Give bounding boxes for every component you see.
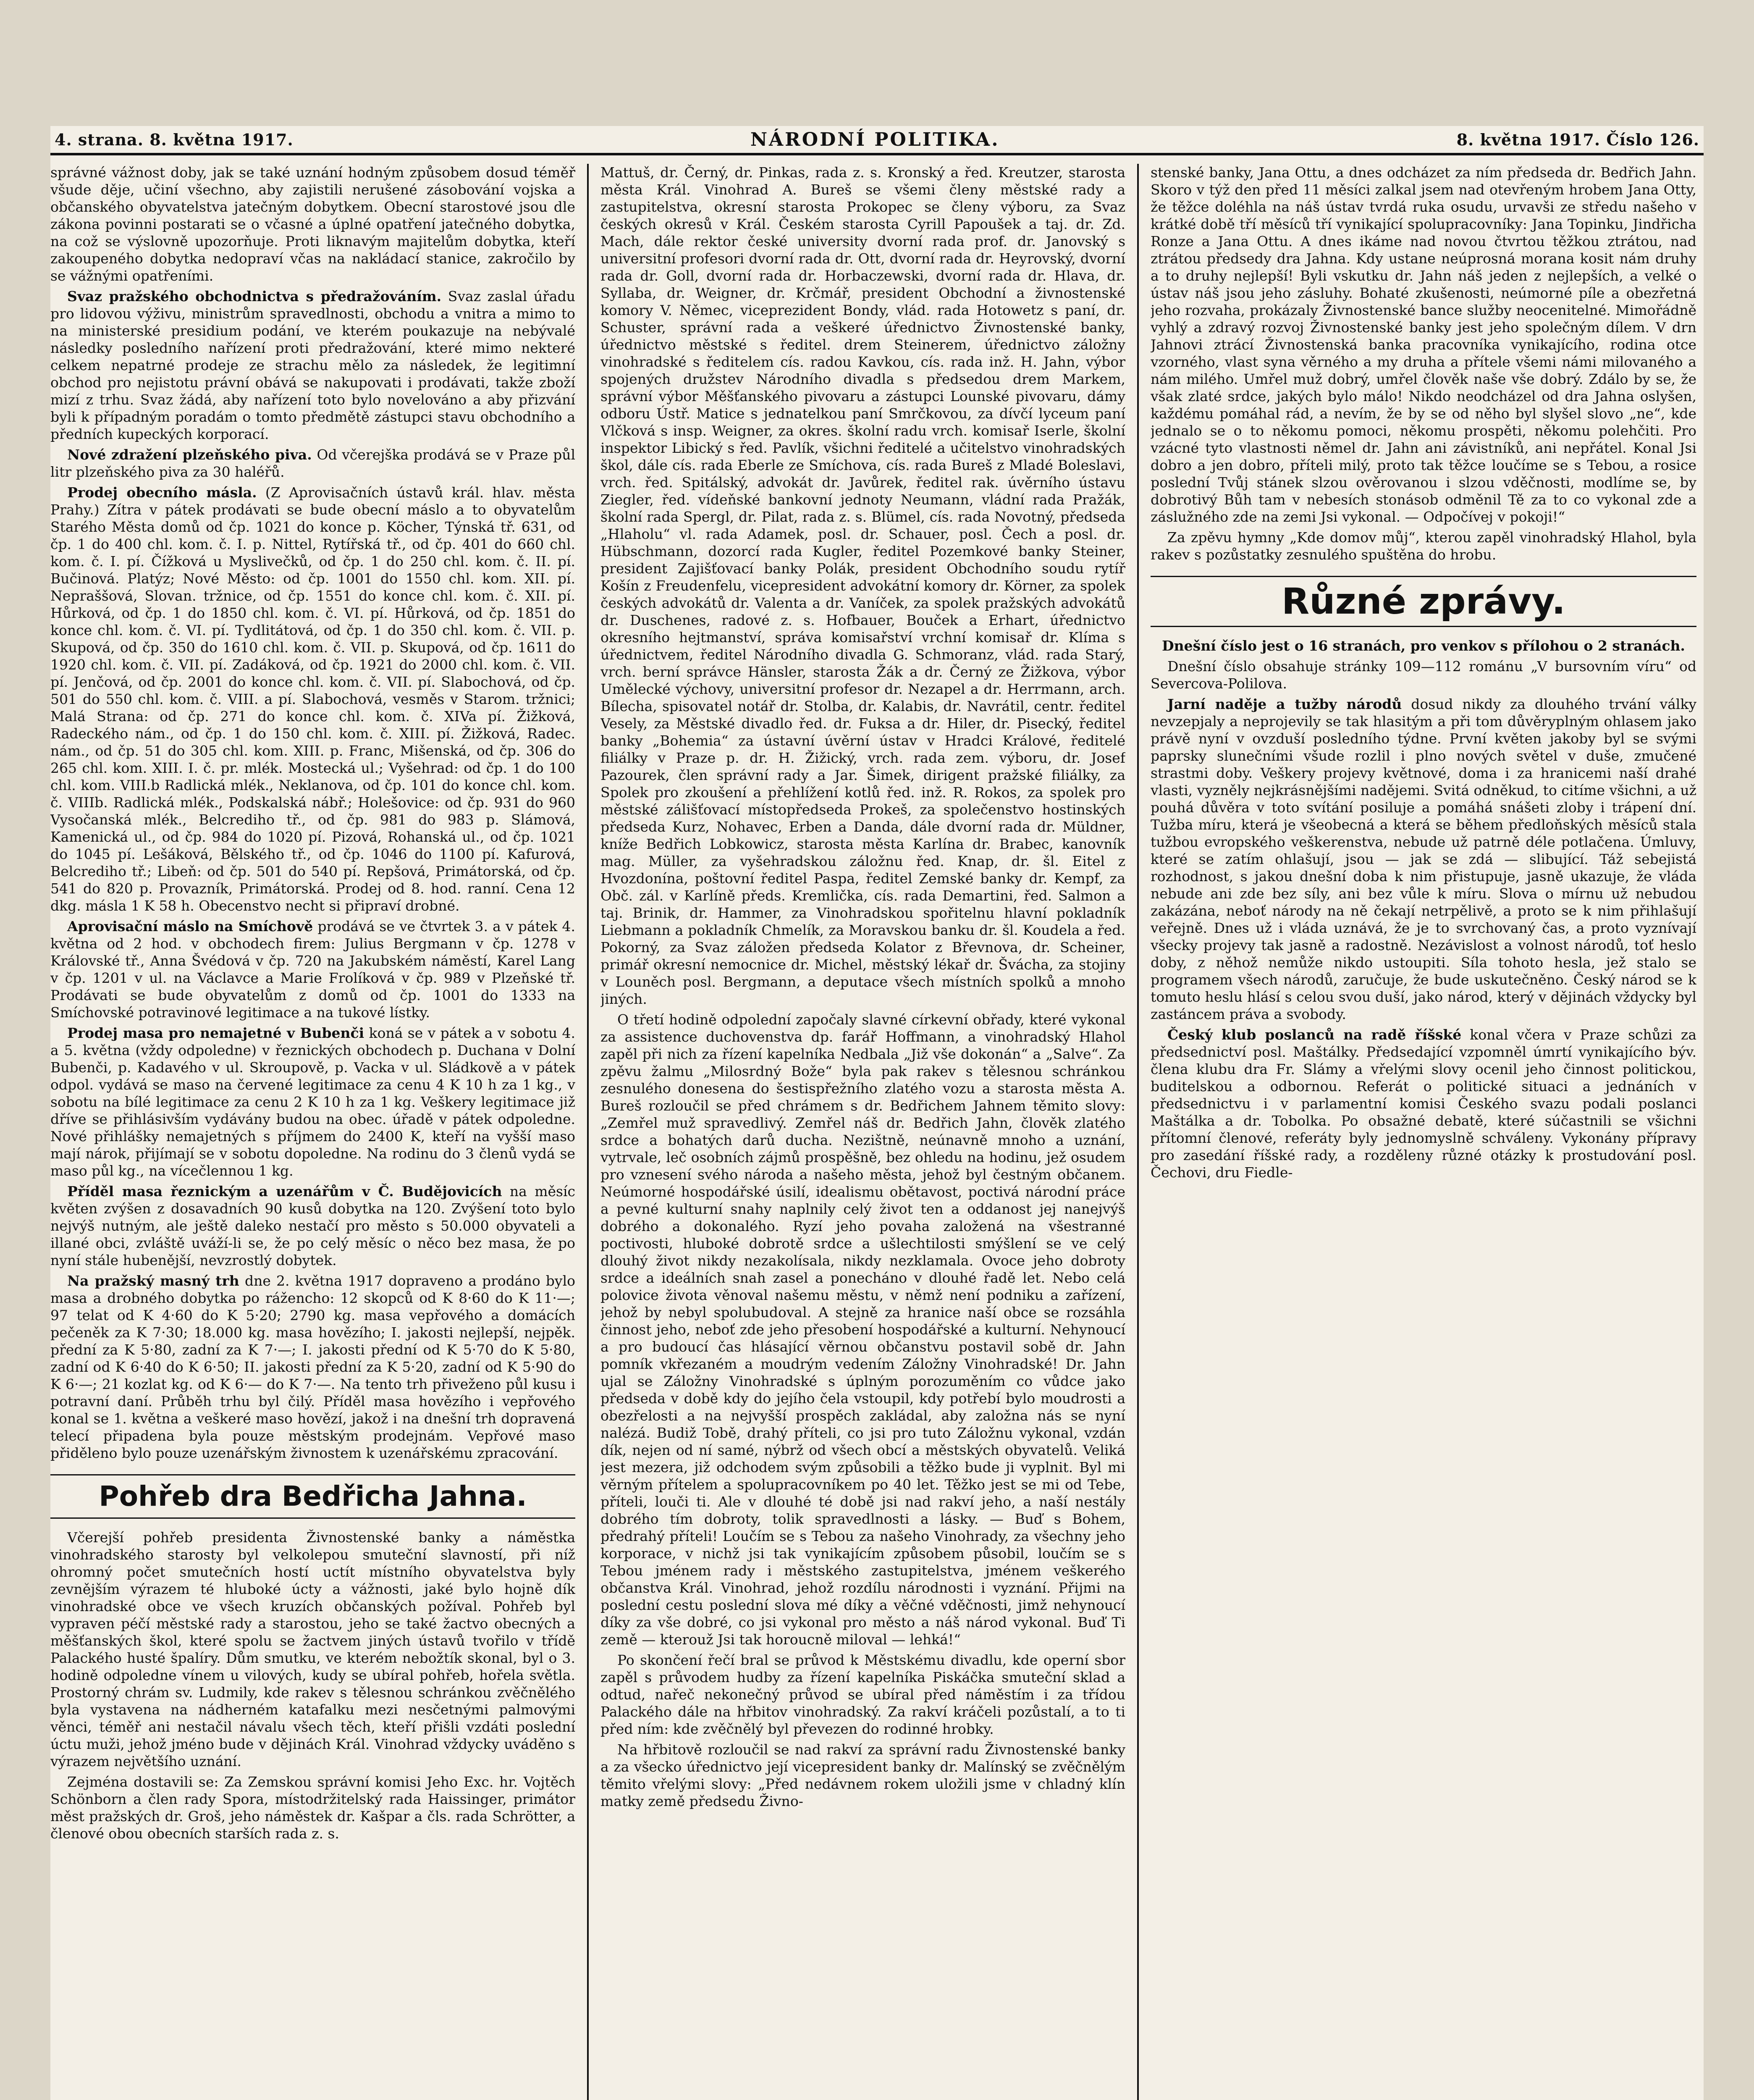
article-paragraph: Na hřbitově rozloučil se nad rakví za správní radu Živnostenské banky a za všecko úřednictvo její vicepresident banky dr. Malínský se zvěčnělým těmito vřelými slovy: „Před nedávnem rokem uložili jsme v chladný klín matky země předsedu Živno- bbox=[600, 1741, 1125, 1809]
paragraph-text: dne 2. května 1917 dopraveno a prodáno bylo masa a drobného dobytka po rážencho: 12 skopců od K 8·60 do K 11·—; 97 telat od K 4·60 do K 5·20; 2790 kg. masa vepřového a domácích pečeněk za K 7·30; 18.000 kg. masa hovězího; I. jakosti nejlepší, nejpěk. přední za K 5·80, zadní za K 7·—; I. jakosti přední od K 5·70 do K 5·80, zadní od K 6·40 do K 6·50; II. jakosti přední za K 5·20, zadní od K 5·90 do K 6·—; 21 kozlat kg. od K 6·— do K 7·—. Na tento trh přiveženo půl kusu i potravní daní. Průběh trhu byl čilý. Příděl masa hovězího i vepřového konal se 1. května a veškeré maso hovězí, jakož i na dnešní trh dopravená telecí připadena byla pouze městským prodejnám. Vepřové maso přiděleno bylo pouze uzenářským živnostem k uzenářskému zpracování. bbox=[50, 1273, 575, 1461]
paragraph-text: (Z Aprovisačních ústavů král. hlav. města Prahy.) Zítra v pátek prodávati se bude obecní máslo a to obyvatelům Starého Města domů od čp. 1021 do konce p. Köcher, Týnská tř. 631, od čp. 1 do 400 chl. kom. č. I. p. Nittel, Rytířská tř., od čp. 401 do 660 chl. kom. č. I. pí. Čížková u Myslivečků, od čp. 1 do 250 chl. kom. č. II. pí. Bučinová. Platýz; Nové Město: od čp. 1001 do 1550 chl. kom. XII. pí. Nepraššová, Slovan. tržnice, od čp. 1551 do konce chl. kom. č. XII. pí. Hůrková, od čp. 1 do 1850 chl. kom. č. VI. pí. Hůrková, od čp. 1851 do konce chl. kom. č. VI. pí. Tydlitátová, od čp. 1 do 350 chl. kom. č. VII. p. Skupová, od čp. 350 do 1610 chl. kom. č. VII. p. Skupová, od čp. 1611 do 1920 chl. kom. č. VII. pí. Zadáková, od čp. 1921 do 2000 chl. kom. č. VII. pí. Jenčová, od čp. 2001 do konce chl. kom. č. VII. pí. Slabochová, od čp. 501 do 550 chl. kom. č. VIII. a pí. Slabochová, vesměs v Starom. tržnici; Malá Strana: od čp. 271 do konce chl. kom. č. XIVa pí. Žižková, Radeckého nám., od čp. 1 do 150 chl. kom. č. XIII. pí. Žižková, Radec. nám., od čp. 51 do 305 chl. kom. XIII. p. Franc, Mišenská, od čp. 306 do 265 chl. kom. XIII. I. č. pr. mlék. Mostecká ul.; Vyšehrad: od čp. 1 do 100 chl. kom. VIII.b Radlická mlék., Neklanova, od čp. 101 do konce chl. kom. č. VIIIb. Radlická mlék., Podskalská nábř.; Holešovice: od čp. 931 do 960 Vysočanská mlék., Belcrediho tř., od čp. 981 do 983 p. Slámová, Kamenická ul., od čp. 984 do 1020 pí. Pizová, Rohanská ul., od čp. 1021 do 1045 pí. Lešáková, Bělského tř., od čp. 1046 do 1100 pí. Kafurová, Belcrediho tř.; Libeň: od čp. 501 do 540 pí. Repšová, Primátorská, od čp. 541 do 820 p. Provazník, Primátorská. Prodej od 8. hod. ranní. Cena 12 dkg. másla 1 K 58 h. Obecenstvo necht si připraví drobné. bbox=[50, 484, 575, 914]
paragraph-lead: Příděl masa řeznickým a uzenářům v Č. Budějovicích bbox=[67, 1183, 502, 1200]
article-paragraph bbox=[50, 1024, 575, 1179]
article-paragraph bbox=[50, 288, 575, 443]
paragraph-text: koná se v pátek a v sobotu 4. a 5. května (vždy odpoledne) v řeznických obchodech p. Duchana v Dolní Bubenči, p. Kadavého v ul. Skroupově, p. Vacka v ul. Sládkově a v pátek odpol. vydává se maso na červené legitimace za cenu 4 K 10 h za 1 kg., v sobotu na bílé legitimace za cenu 2 K 10 h za 1 kg. Veškery legitimace již dříve se přihlásivším vydávány budou na obec. úřadě v pátek odpoledne. Nové přihlášky nemajetných s příjmem do 2400 K, kteří na vyšší maso mají nárok, přijímají se v sobotu dopoledne. Na rodinu do 3 členů vydá se maso půl kg., na vícečlennou 1 kg. bbox=[50, 1025, 575, 1179]
column-divider bbox=[1137, 164, 1139, 2100]
article-paragraph bbox=[1151, 1026, 1696, 1181]
paragraph-lead: Svaz pražského obchodnictva s předražováním. bbox=[67, 288, 442, 304]
paragraph-text: prodává se ve čtvrtek 3. a v pátek 4. května od 2 hod. v obchodech firem: Julius Bergmann v čp. 1278 v Královské tř., Anna Švédová v čp. 720 na Jakubském náměstí, Karel Lang v čp. 1201 v ul. na Václavce a Marie Frolíková v čp. 989 v Plzeňské tř. Prodávati se bude obyvatelům z domů od čp. 1001 do 1333 na Smíchovské potravinové legitimace a na tukové lístky. bbox=[50, 918, 575, 1021]
article-paragraph: správné vážnost doby, jak se také uznání hodným způsobem dosud téměř všude děje, učiní všechno, aby zajistili nerušené zásobování vojska a občanského obyvatelstva jatečným dobytkem. Obecní starostové jsou dle zákona povinni postarati se o včasné a úplné opatření jatečného dobytka, na což se výslovně upozorňuje. Proti liknavým majitelům dobytka, kteří zakoupeného dobytka nedopraví včas na nakládací stanice, zakročilo by se vážnými opatřeními. bbox=[50, 164, 575, 284]
article-paragraph bbox=[50, 1183, 575, 1269]
article-paragraph: Mattuš, dr. Černý, dr. Pinkas, rada z. s. Kronský a řed. Kreutzer, starosta města Král. Vinohrad A. Bureš se všemi členy městské rady a zastupitelstva, okresní starosta Prokopec se členy výboru, za Svaz českých okresů v Král. Českém starosta Cyrill Papoušek a taj. dr. Zd. Mach, dále rektor české university dvorní rada prof. dr. Janovský s universitní profesori dvorní rada dr. Ott, dvorní rada dr. Heyrovský, dvorní rada dr. Goll, dvorní rada dr. Horbaczewski, dvorní rada dr. Hlava, dr. Syllaba, dr. Weigner, dr. Krčmář, president Obchodní a živnostenské komory V. Němec, viceprezident Bondy, vlád. rada Hotowetz s paní, dr. Schuster, správní rada a veškeré úřednictvo Živnostenské banky, úřednictvo městské s ředitel. drem Steinerem, úřednictvo záložny vinohradské s ředitelem cís. radou Kavkou, cís. rada inž. H. Jahn, výbor spojených družstev Národního divadla s předsedou drem Markem, správní výbor Měšťanského pivovaru a zástupci Lounské pivovaru, dámy odboru Ústř. Matice s jednatelkou paní Smrčkovou, za dívčí lyceum paní Vlčková s insp. Weigner, za okres. školní radu vrch. komisař Iserle, školní inspektor Libický s řed. Pavlík, všichni ředitelé a učitelstvo vinohradských škol, dále cís. rada Eberle ze Smíchova, cís. rada Bureš z Mladé Boleslavi, vrch. řed. Spitálský, advokát dr. Javůrek, ředitel rak. úvěrního ústavu Ziegler, řed. vídeňské bankovní jednoty Neumann, vládní rada Pražák, školní rada Spergl, dr. Pilat, rada z. s. Blümel, cís. rada Novotný, předseda „Hlaholu“ vl. rada Adamek, posl. dr. Schauer, posl. Čech a posl. dr. Hübschmann, dozorcí rada Kugler, ředitel Pozemkové banky Steiner, president Zajišťovací banky Polák, president Obchodního soudu rytíř Košín z Freudenfelu, vicepresident advokátní komory dr. Körner, za spolek českých advokátů dr. Valenta a dr. Vaníček, za spolek pražských advokátů dr. Duschenes, radové z. s. Hofbauer, Bouček a Erhart, úřednictvo okresního hejtmanství, správa komisařství vrchní komisař dr. Klíma s úřednictvem, ředitel Národního divadla G. Schmoranz, vlád. rada Starý, vrch. berní správce Hänsler, starosta Žák a dr. Černý ze Žižkova, výbor Umělecké výchovy, universitní profesor dr. Nezapel a dr. Herrmann, arch. Bílecha, spisovatel notář dr. Stolba, dr. Kalabis, dr. Navrátil, centr. ředitel Vesely, za Městské divadlo řed. dr. Fuksa a dr. Hiler, dr. Pisecký, ředitel banky „Bohemia“ za ústavní úvěrní ústav v Hradci Králové, ředitelé filiálky v Praze p. dr. H. Žižický, vrch. rada zem. výboru, dr. Josef Pazourek, člen správní rady a Jar. Šimek, dirigent pražské filiálky, za Spolek pro zkoušení a přehlížení kotlů řed. inž. R. Rokos, za spolek pro městské zálišťovací místopředseda Prokeš, za společenstvo hostinských předseda Kurz, Nohavec, Erben a Danda, dále dvorní rada dr. Müldner, kníže Bedřich Lobkowicz, starosta města Karlína dr. Brabec, kanovník mag. Müller, za vyšehradskou záložnu řed. Knap, dr. šl. Eitel z Hvozdonína, poštovní ředitel Paspa, ředitel Zemské banky dr. Kempf, za Obč. zál. v Karlíně předs. Kremlička, cís. rada Demartini, řed. Salmon a taj. Brinik, dr. Hammer, za Vinohradskou spořitelnu hlavní pokladník Liebmann a pokladník Chmelík, za Moravskou banku dr. šl. Koudela a řed. Pokorný, za Svaz záložen předseda Kolator z Břevnova, dr. Scheiner, primář okresní nemocnice dr. Michel, městský lékař dr. Švácha, za stojiny v Louněch posl. Bergmann, a deputace všech místních spolků a mnoho jiných. bbox=[600, 164, 1125, 1007]
masthead-title: NÁRODNÍ POLITIKA. bbox=[750, 129, 1000, 150]
column-2 bbox=[600, 164, 1125, 2100]
paragraph-lead: Prodej obecního másla. bbox=[67, 484, 257, 501]
article-paragraph: Dnešní číslo obsahuje stránky 109—112 románu „V bursovním víru“ od Severcova-Polilova. bbox=[1151, 658, 1696, 692]
article-paragraph: Včerejší pohřeb presidenta Živnostenské banky a náměstka vinohradského starosty byl velkolepou smuteční slavností, při níž ohromný počet smutečních hostí uctít místního obyvatelstva byly zevnějším výrazem té hluboké úcty a vážnosti, jaké bylo hojně dík vinohradské obce ve všech kruzích občanských požíval. Pohřeb byl vypraven péčí městské rady a starostou, jeho se také žactvo obecných a měšťanských škol, které spolu se žactvem jiných ústavů tvořilo v třídě Palackého husté špalíry. Dům smutku, ve kterém nebožtík skonal, byl o 3. hodině odpoledne vínem u vilových, kudy se ubíral pohřeb, hořela světla. Prostorný chrám sv. Ludmily, kde rakev s tělesnou schránkou zvěčnělého byla vystavena na nádherném katafalku mezi nesčetnými palmovými věnci, téměř ani nestačil návalu všech těch, kteří přišli vzdáti poslední úctu muži, jehož jméno bude v dějinách Král. Vinohrad vždycky uváděno s výrazem největšího uznání. bbox=[50, 1529, 575, 1769]
article-paragraph: Za zpěvu hymny „Kde domov můj“, kterou zapěl vinohradský Hlahol, byla rakev s pozůstatky zesnulého spuštěna do hrobu. bbox=[1151, 529, 1696, 563]
column-divider bbox=[587, 164, 589, 2100]
paragraph-lead: Na pražský masný trh bbox=[67, 1273, 239, 1289]
page-header bbox=[50, 126, 1704, 155]
paragraph-lead: Aprovisační máslo na Smíchově bbox=[67, 918, 313, 934]
header-right: 8. května 1917. Číslo 126. bbox=[1456, 130, 1699, 149]
paragraph-lead: Nové zdražení plzeňského piva. bbox=[67, 446, 312, 463]
article-paragraph bbox=[1151, 696, 1696, 1023]
article-headline: Pohřeb dra Bedřicha Jahna. bbox=[50, 1474, 575, 1519]
article-paragraph bbox=[50, 1272, 575, 1462]
article-paragraph bbox=[50, 484, 575, 914]
column-1 bbox=[50, 164, 575, 2100]
paragraph-text: dosud nikdy za dlouhého trvání války nevzepjaly a neprojevily se tak hlasitým a při tom důvěryplným ohlasem jako právě nyní v ovzduší posledního týdne. První květen jakoby byl se svými paprsky slunečními všude rozlil i plno nových světel v duše, zmučené strastmi doby. Veškery projevy květnové, doma i za hranicemi naší drahé vlasti, vyzněly nejkrásnějšími nadějemi. Svitá odněkud, to citíme všichni, a už pouhá důvěra v toto svítání posiluje a pomáhá snášeti zloby i trápení dní. Tužba míru, která je všeobecná a která se během předloňských měsíců stala tužbou evropského veškerenstva, nebude už patrně déle potlačena. Úmluvy, které se zatím ohlašují, jsou — jak se zdá — slibující. Táž sebejistá rozhodnost, s jakou dnešní doba k nim přistupuje, jasně ukazuje, že vláda nebude ani zde bez síly, ani bez vůle k míru. Slova o mírnu už nebudou zakázána, neboť národy na ně čekají netrpělivě, a proto se k nim přihlašují veřejně. Dnes už i vláda uznává, že je to svrchovaný čas, a proto vyznívají všecky projevy tak jasně a radostně. Nezávislost a volnost národů, toť heslo doby, z něhož nemůže nikdo ustoupiti. Síla tohoto hesla, jež stalo se programem všech národů, zaručuje, že bude uskutečněno. Český národ se k tomuto heslu hlásí s celou svou duší, jako národ, který v dějinách vždycky byl zastáncem práva a svobody. bbox=[1151, 696, 1696, 1022]
paragraph-text: Od včerejška prodává se v Praze půl litr plzeňského piva za 30 haléřů. bbox=[50, 446, 575, 480]
article-paragraph: Zejména dostavili se: Za Zemskou správní komisi Jeho Exc. hr. Vojtěch Schönborn a člen rady Spora, místodržitelský rada Haissinger, primátor měst pražských dr. Groš, jeho náměstek dr. Kašpar a čls. rada Schrötter, a členové obou obecních starších rada z. s. bbox=[50, 1774, 575, 1842]
article-paragraph bbox=[50, 918, 575, 1021]
paragraph-text: konal včera v Praze schůzi za předsednictví posl. Maštálky. Předsedající vzpomněl úmrtí vynikajícího býv. člena klubu dra Fr. Slámy a vřelými slovy ocenil jeho činnost politickou, buditelskou a odbornou. Referát o politické situaci a jednáních v předsednictvu i v parlamentní komisi Českého svazu podali poslanci Maštálka a dr. Tobolka. Po obsažné debatě, které súčastnili se všichni přítomní členové, referáty byly jednomyslně schváleny. Vykonány přípravy pro zasedání říšské rady, a rozděleny různé otázky k prostudování posl. Čechovi, dru Fiedle- bbox=[1151, 1026, 1696, 1181]
article-paragraph: stenské banky, Jana Ottu, a dnes odcházet za ním předseda dr. Bedřich Jahn. Skoro v týž den před 11 měsíci zalkal jsem nad otevřeným hrobem Jana Otty, že těžce doléhla na náš ústav tvrdá ruka osudu, urvavši ze středu našeho v krátké době tří měsíců tří vynikající spolupracovníky: Jana Topinku, Jindřicha Ronze a Jana Ottu. A dnes ikáme nad novou čtvrtou těžkou ztrátou, nad ztrátou předsedy dra Jahna. Kdy ustane neúprosná morana kosit nám druhy a to druhy nejlepší! Byli vskutku dr. Jahn náš jeden z nejlepších, a velké o ústav náš jsou jeho zásluhy. Bohaté zkušenosti, neúmorné píle a obezřetná jeho rozvaha, prokázaly Živnostenské bance služby neocenitelné. Mimořádně vyhlý a zdravý rozvoj Živnostenské banky jest jeho společným dílem. V drn Jahnovi ztrácí Živnostenská banka pracovníka vynikajícího, rodina otce vzorného, vlast syna věrného a my druha a přítele všemi námi milovaného a nám milého. Umřel muž dobrý, umřel člověk naše vše dobrý. Zdálo by se, že však zlaté srdce, jakých bylo málo! Nikdo neodcházel od dra Jahna oslyšen, každému pomáhal rád, a nevím, že by se od něho byl slyšel slovo „ne“, kde jednalo se o to někomu pomoci, někomu prospěti, někomu polehčiti. Pro vzácné tyto vlastnosti němel dr. Jahn ani závistníků, ani nepřátel. Konal Jsi dobro a jen dobro, příteli milý, proto tak těžce loučíme se s Tebou, a rosice poslední Tvůj stánek slzou ověrovanou i slzou vděčnosti, modlíme se, by dobrotivý Bůh tam v nebesích stonásob odměnil Tě za to co vykonal zde a záslužného zde na zemi Jsi vykonal. — Odpočívej v pokoji!“ bbox=[1151, 164, 1696, 525]
article-paragraph: O třetí hodině odpolední započaly slavné církevní obřady, které vykonal za assistence duchovenstva dp. farář Hoffmann, a vinohradský Hlahol zapěl při nich za řízení kapelníka Nedbala „Již vše dokonán“ a „Salve“. Za zpěvu žalmu „Milosrdný Bože“ byla pak rakev s tělesnou schránkou zesnulého donesena do šestispřežního zlatého vozu a starosta města A. Bureš rozloučil se před chrámem s dr. Bedřichem Jahnem těmito slovy: „Zemřel muž spravedlivý. Zemřel náš dr. Bedřich Jahn, člověk zlatého srdce a bohatých darů ducha. Nezištně, neúnavně mnoho a uznání, vytrvale, leč osobních zájmů prospěšně, bez ohledu na hodinu, jež osudem pro vznesení svého národa a našeho města, jehož byl čestným občanem. Neúmorné hospodářské úsilí, idealismu obětavost, poctivá národní práce a pevné kulturní snahy naplnily celý život ten a oddanost jej nanejvýš dobrého a dokonalého. Ryzí jeho povaha založená na všestranné poctivosti, hluboké dobrotě srdce a ušlechtilosti smýšlení se ve celý dlouhý život nikdy nezakolísala, nikdy nezklamala. Ovoce jeho dobroty srdce a ideálních snah zasel a ponecháno v dlouhé řadě let. Nebo celá polovice života věnoval našemu městu, v němž není podniku a zařízení, jehož by nebyl spolubudoval. A stejně za hranice naší obce se rozsáhla činnost jeho, neboť zde jeho přesobení hospodářské a kulturní. Nehynoucí a pro budoucí čas hlásající věrnou občanstvu postavil sobě dr. Jahn pomník vkřezaném a moudrým vedením Záložny Vinohradské! Dr. Jahn ujal se Záložny Vinohradské s úplným porozuměním co vůdce jako předseda v době kdy do jejího čela vstoupil, kdy potřebí bylo moudrosti a obezřelosti a na nejvyšší prospěch zakládal, aby založna nás se nyní nalézá. Budiž Tobě, drahý příteli, co jsi pro tuto Záložnu vykonal, vzdán dík, nejen od ní samé, nýbrž od všech obcí a městských obyvatelů. Veliká jest mezera, již odchodem svým způsobili a těžko bude ji vyplnit. Byl mi věrným přítelem a spolupracovníkem po 40 let. Těžko jest se mi od Tebe, příteli, louči ti. Ale v dlouhé té době jsi nad rakví jeho, a naší nestály dobrého tím dobroty, tolik spravedlnosti a lásky. — Buď s Bohem, předrahý příteli! Loučím se s Tebou za našeho Vinohrady, za všechny jeho korporace, v nichž jsi tak vynikajícím způsobem působil, loučím se s Tebou jménem rady i městského zastupitelstva, jménem veškerého občanstva Král. Vinohrad, jehož rozdílu národnosti i vyznání. Přijmi na poslední cestu poslední slova mé díky a věčné vděčnosti, jimž nehynoucí díky za vše dobré, co jsi vykonal pro město a náš národ vykonal. Buď Ti země — kterouž Jsi tak horoucně miloval — lehká!“ bbox=[600, 1011, 1125, 1648]
paragraph-lead: Jarní naděje a tužby národů bbox=[1167, 696, 1402, 712]
article-paragraph bbox=[50, 446, 575, 480]
newspaper-page bbox=[50, 126, 1704, 2100]
article-paragraph: Po skončení řečí bral se průvod k Městskému divadlu, kde operní sbor zapěl s průvodem hudby za řízení kapelníka Piskáčka smuteční sklad a odtud, nařeč nekonečný průvod se ubíral před náměstím i za třídou Palackého dále na hřbitov vinohradský. Za rakví kráčeli pozůstalí, a to ti před ním: kde zvěčnělý byl převezen do rodinné hrobky. bbox=[600, 1652, 1125, 1737]
section-headline: Různé zprávy. bbox=[1151, 576, 1696, 627]
paragraph-lead: Prodej masa pro nemajetné v Bubenči bbox=[67, 1025, 364, 1041]
paragraph-lead: Český klub poslanců na radě říšské bbox=[1167, 1026, 1462, 1043]
section-subheading: Dnešní číslo jest o 16 stranách, pro venkov s přílohou o 2 stranách. bbox=[1162, 638, 1685, 654]
paragraph-text: Svaz zaslal úřadu pro lidovou výživu, ministrům spravedlnosti, obchodu a vnitra a mimo to na ministerské presidium podání, ve kterém poukazuje na nebývalé následky posledního nařízení proti předražování, které mimo nekteré celkem nepatrné prodeje ze strachu mělo za následek, že legitimní obchod pro nejistotu právní obává se nakupovati i prodávati, takže zboží mizí z trhu. Svaz žádá, aby nařízení toto bylo novelováno a aby přizvání byli k případným poradám o tomto předmětě zástupci stavu obchodního a předních kupeckých korporací. bbox=[50, 288, 575, 442]
header-left: 4. strana. 8. května 1917. bbox=[55, 130, 294, 149]
column-3 bbox=[1151, 164, 1696, 2100]
paragraph-text: na měsíc květen zvýšen z dosavadních 90 kusů dobytka na 120. Zvýšení toto bylo nejvýš nutným, ale ještě daleko nestačí pro město s 50.000 obyvateli a illané obci, zvláště uváží-li se, že po celý měsíc o něco bez masa, že po nyní stále hubenější, nevzrostlý dobytek. bbox=[50, 1183, 575, 1268]
